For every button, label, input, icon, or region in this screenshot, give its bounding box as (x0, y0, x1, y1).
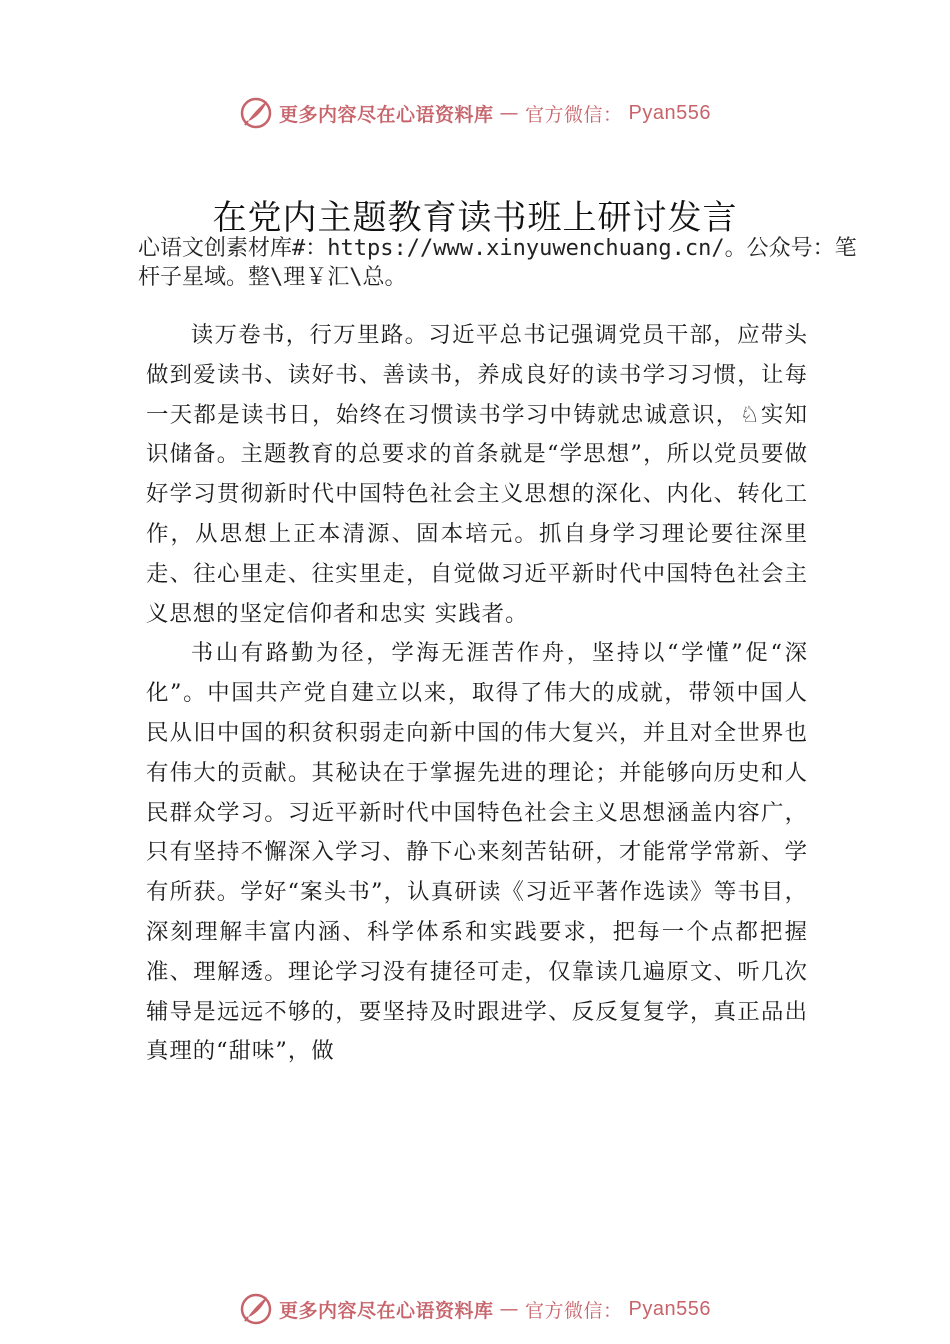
watermark-wechat-id: Pyan556 (628, 1297, 711, 1320)
watermark-text: 更多内容尽在心语资料库 (279, 1299, 494, 1322)
quill-logo-icon (239, 96, 273, 130)
watermark-text: 更多内容尽在心语资料库 (279, 103, 494, 126)
document-title: 在党内主题教育读书班上研讨发言 (212, 198, 738, 238)
footer-watermark (0, 1292, 950, 1326)
watermark-separator: — (499, 1298, 520, 1320)
watermark-separator: — (499, 102, 520, 124)
watermark-official-label: 官方微信： (525, 1299, 623, 1322)
quill-logo-icon (239, 1292, 273, 1326)
watermark-wechat-id: Pyan556 (628, 101, 711, 124)
paragraph: 书山有路勤为径，学海无涯苦作舟，坚持以“学懂”促“深化”。中国共产党自建立以来，取得了伟大的成就，带领中国人民从旧中国的积贫积弱走向新中国的伟大复兴，并且对全世界也有伟大的贡献。其秘诀在于掌握先进的理论；并能够向历史和人民群众学习。习近平新时代中国特色社会主义思想涵盖内容广，只有坚持不懈深入学习、静下心来刻苦钻研，才能常学常新、学有所获。学好“案头书”，认真研读《习近平著作选读》等书目，深刻理解丰富内涵、科学体系和实践要求，把每一个点都把握准、理解透。理论学习没有捷径可走，仅靠读几遍原文、听几次辅导是远远不够的，要坚持及时跟进学、反反复复学，真正品出真理的“甜味”，做 (146, 640, 808, 1065)
paragraph: 读万卷书，行万里路。习近平总书记强调党员干部，应带头做到爱读书、读好书、善读书，养成良好的读书学习习惯，让每一天都是读书日，始终在习惯读书学习中铸就忠诚意识，♘实知识储备。主题教育的总要求的首条就是“学思想”，所以党员要做好学习贯彻新时代中国特色社会主义思想的深化、内化、转化工作，从思想上正本清源、固本培元。抓自身学习理论要往深里走、往心里走、往实里走，自觉做习近平新时代中国特色社会主义思想的坚定信仰者和忠实 实践者。 (146, 322, 808, 627)
document-body (146, 316, 808, 1072)
header-watermark (0, 96, 950, 130)
watermark-official-label: 官方微信： (525, 103, 623, 126)
source-line: 心语文创素材库#：https://www.xinyuwenchuang.cn/。公众号：笔杆子星域。整\理￥汇\总。 (138, 236, 857, 290)
